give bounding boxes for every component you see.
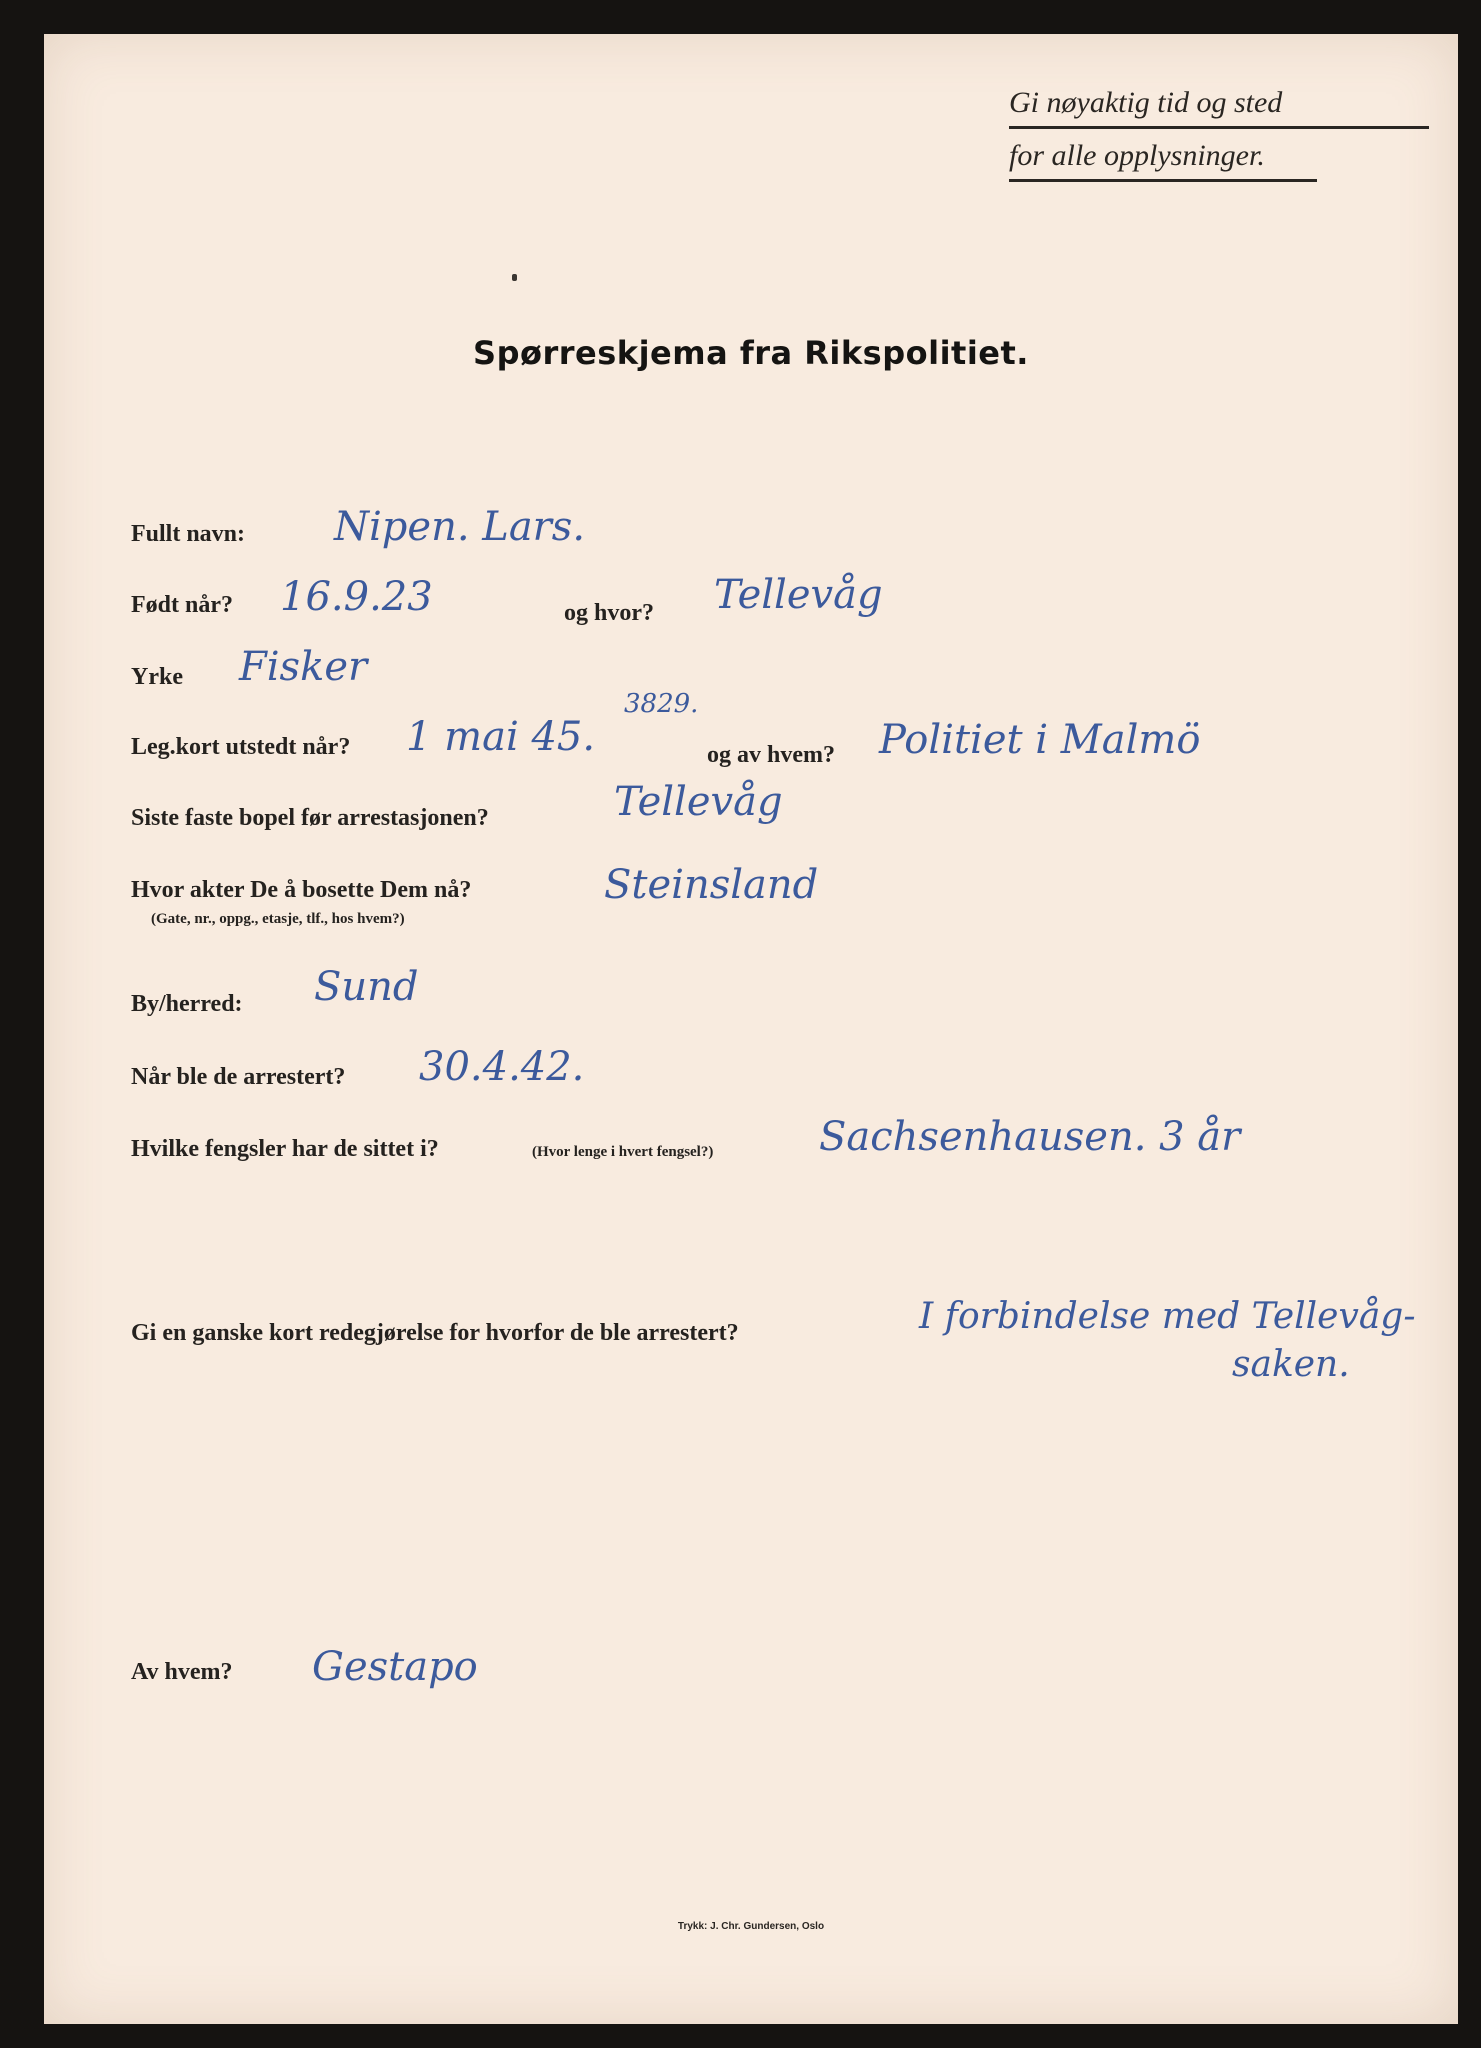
label-prisons: Hvilke fengsler har de sittet i? (131, 1136, 439, 1162)
label-arrest-reason: Gi en ganske kort redegjørelse for hvorfor de ble arrestert? (131, 1320, 739, 1346)
label-settle-where: Hvor akter De å bosette Dem nå? (131, 877, 472, 903)
answer-id-issued-when: 1 mai 45. (406, 714, 596, 760)
answer-arrest-reason-line-2: saken. (1232, 1344, 1350, 1385)
answer-born-when: 16.9.23 (280, 574, 433, 620)
answer-born-where: Tellevåg (714, 572, 883, 618)
label-prisons-hint: (Hvor lenge i hvert fengsel?) (532, 1144, 714, 1160)
answer-id-number: 3829. (624, 689, 699, 719)
label-born-where: og hvor? (564, 600, 654, 626)
instruction-line-2: for alle opplysninger. (1009, 135, 1317, 182)
answer-last-address: Tellevåg (614, 779, 783, 825)
label-id-issued-by: og av hvem? (707, 742, 835, 768)
instruction-line-1: Gi nøyaktig tid og sted (1009, 82, 1429, 129)
form-title: Spørreskjema fra Rikspolitiet. (473, 334, 1029, 372)
questionnaire-sheet (44, 34, 1458, 2024)
answer-prisons: Sachsenhausen. 3 år (819, 1114, 1241, 1160)
label-settle-where-hint: (Gate, nr., oppg., etasje, tlf., hos hvem?) (151, 911, 405, 927)
instruction-note (1009, 82, 1429, 182)
answer-arrested-by: Gestapo (312, 1644, 478, 1690)
label-arrested-when: Når ble de arrestert? (131, 1064, 346, 1090)
answer-arrest-reason-line-1: I forbindelse med Tellevåg- (919, 1296, 1416, 1337)
print-credit: Trykk: J. Chr. Gundersen, Oslo (677, 1921, 825, 1932)
answer-id-issued-by: Politiet i Malmö (879, 717, 1201, 763)
answer-full-name: Nipen. Lars. (334, 504, 586, 550)
label-municipality: By/herred: (131, 991, 243, 1017)
label-occupation: Yrke (131, 664, 183, 690)
label-id-issued-when: Leg.kort utstedt når? (131, 734, 351, 760)
answer-settle-where: Steinsland (604, 862, 819, 908)
answer-arrested-when: 30.4.42. (419, 1044, 585, 1090)
label-last-address: Siste faste bopel før arrestasjonen? (131, 805, 489, 831)
label-full-name: Fullt navn: (131, 521, 246, 547)
ink-dot (512, 274, 517, 281)
answer-municipality: Sund (314, 964, 419, 1010)
label-born-when: Født når? (131, 592, 233, 618)
label-arrested-by: Av hvem? (131, 1659, 233, 1685)
answer-occupation: Fisker (239, 644, 368, 690)
